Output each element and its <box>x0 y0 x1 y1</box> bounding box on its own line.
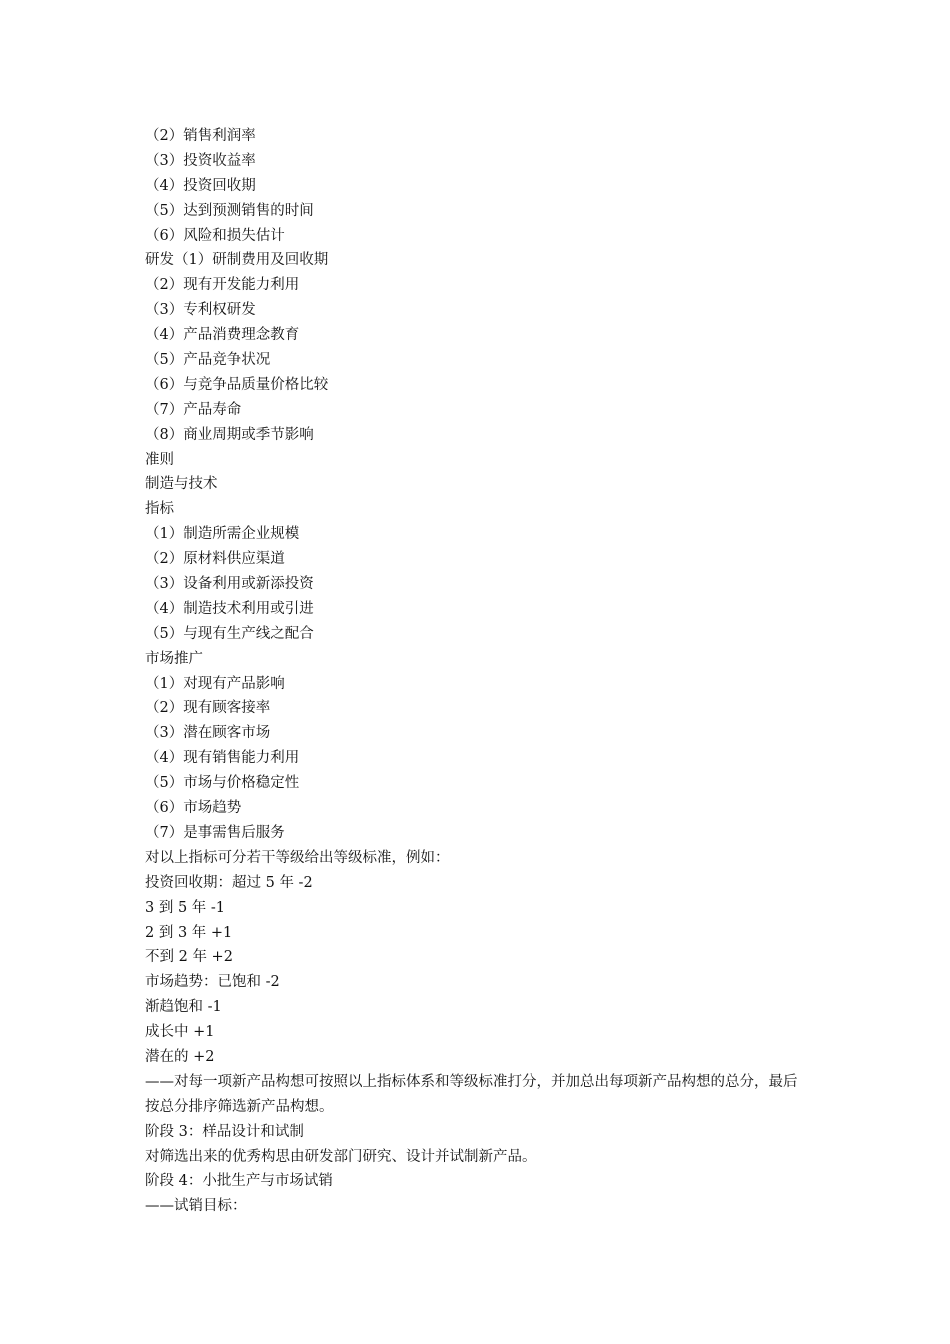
text-line: 对以上指标可分若干等级给出等级标准，例如： <box>145 849 450 866</box>
text-line: （2）现有开发能力利用 <box>145 277 300 294</box>
section-heading: 研发（1）研制费用及回收期 <box>145 252 329 269</box>
text-line: （6）与竞争品质量价格比较 <box>145 376 329 393</box>
text-line: （6）市场趋势 <box>145 800 242 817</box>
section-heading: 市场推广 <box>145 650 203 667</box>
text-line: 对筛选出来的优秀构思由研发部门研究、设计并试制新产品。 <box>145 1148 537 1165</box>
text-line: 投资回收期：超过 5 年 -2 <box>145 874 313 891</box>
text-line: （5）与现有生产线之配合 <box>145 625 314 642</box>
text-line: （3）设备利用或新添投资 <box>145 576 314 593</box>
text-line: （4）投资回收期 <box>145 177 256 194</box>
text-line: （3）投资收益率 <box>145 152 256 169</box>
text-line: （4）现有销售能力利用 <box>145 750 300 767</box>
text-line: 成长中 +1 <box>145 1024 215 1041</box>
text-line: 不到 2 年 +2 <box>145 949 233 966</box>
text-line: （3）潜在顾客市场 <box>145 725 271 742</box>
text-line: （5）产品竞争状况 <box>145 352 271 369</box>
text-line: （2）现有顾客接率 <box>145 700 271 717</box>
text-line: 市场趋势：已饱和 -2 <box>145 974 280 991</box>
text-line: ——试销目标： <box>145 1198 247 1215</box>
text-line: （2）原材料供应渠道 <box>145 551 285 568</box>
section-heading: 阶段 3：样品设计和试制 <box>145 1123 304 1140</box>
paragraph: ——对每一项新产品构想可按照以上指标体系和等级标准打分，并加总出每项新产品构想的总分，最后按总分排序筛选新产品构想。 <box>145 1073 798 1115</box>
text-line: （1）制造所需企业规模 <box>145 526 300 543</box>
text-line: 3 到 5 年 -1 <box>145 899 226 916</box>
text-line: （6）风险和损失估计 <box>145 227 285 244</box>
section-heading: 阶段 4：小批生产与市场试销 <box>145 1173 333 1190</box>
section-heading: 制造与技术 <box>145 476 218 493</box>
text-line: （5）达到预测销售的时间 <box>145 202 314 219</box>
text-line: （8）商业周期或季节影响 <box>145 426 314 443</box>
text-line: （1）对现有产品影响 <box>145 675 285 692</box>
text-line: （4）产品消费理念教育 <box>145 327 300 344</box>
document-body <box>145 124 825 1219</box>
text-line: 2 到 3 年 +1 <box>145 924 233 941</box>
text-line: 潜在的 +2 <box>145 1048 215 1065</box>
section-heading: 指标 <box>145 501 174 518</box>
text-line: （4）制造技术利用或引进 <box>145 600 314 617</box>
text-line: （5）市场与价格稳定性 <box>145 775 300 792</box>
text-line: （2）销售利润率 <box>145 128 256 144</box>
text-line: 渐趋饱和 -1 <box>145 999 222 1016</box>
text-line: （3）专利权研发 <box>145 302 256 319</box>
section-heading: 准则 <box>145 451 174 468</box>
text-line: （7）是事需售后服务 <box>145 824 285 841</box>
text-line: （7）产品寿命 <box>145 401 242 418</box>
